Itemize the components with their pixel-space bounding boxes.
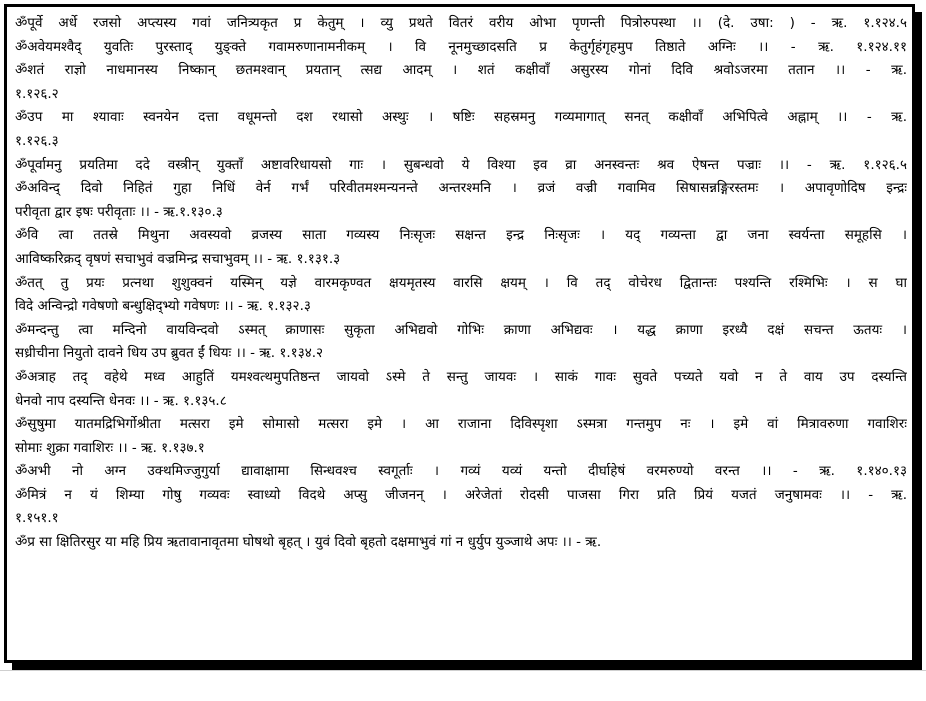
text-line: ॐमन्दन्तु त्वा मन्दिनो वायविन्दवो ऽस्मत् क्राणासः सुकृता अभिद्यवो गोभिः क्राणा अभिद्यवः । यद्ध क्राणा इरध्यै दक्षं सचन्त ऊतयः । xyxy=(15,321,907,338)
document-frame xyxy=(4,4,915,663)
text-line: आविष्करिक्रद् वृषणं सचाभुवं वज्रमिन्द्र सचाभुवम् ।। - ऋ. १.१३१.३ xyxy=(15,250,341,267)
text-line: ॐसुषुमा यातमद्रिभिर्गोश्रीता मत्सरा इमे सोमासो मत्सरा इमे । आ राजाना दिविस्पृशा ऽस्मत्रा गन्तमुप नः । इमे वां मित्रावरुणा गवाशिरः xyxy=(15,416,907,433)
text-line: ॐप्र सा क्षितिरसुर या महि प्रिय ऋतावानावृतमा घोषथो बृहत् । युवं दिवो बृहतो दक्षमाभुवं गां न धुर्युप युञ्जाथे अपः ।। - ऋ. xyxy=(15,534,602,551)
text-line: परीवृता द्वार इषः परीवृताः ।। - ऋ.१.१३०.३ xyxy=(15,203,223,220)
text-line: ॐपूर्वे अर्धे रजसो अप्त्यस्य गवां जनित्र्यकृत प्र केतुम् । व्यु प्रथते वितरं वरीय ओभा पृणन्ती पित्रोरुपस्था ।। (दे. उषा: ) - ऋ. १.१२४.५ xyxy=(15,15,907,31)
text-line: ॐअभी नो अग्न उक्थमिज्जुगुर्या द्यावाक्षामा सिन्धवश्च स्वगूर्ताः । गव्यं यव्यं यन्तो दीर्घाहेषं वरमरुण्यो वरन्त ।। - ऋ. १.१४०.१३ xyxy=(15,463,907,480)
text-line: सोमाः शुक्रा गवाशिरः ।। - ऋ. १.१३७.१ xyxy=(15,439,205,456)
text-line: सध्रीचीना नियुतो दावने धिय उप ब्रुवत ईं धियः ।। - ऋ. १.१३४.२ xyxy=(15,345,324,362)
text-line: ॐपूर्वामनु प्रयतिमा ददे वस्त्रीन् युक्ताँ अष्टावरिधायसो गाः । सुबन्धवो ये विश्या इव व्रा अनस्वन्तः श्रव ऐषन्त पज्राः ।। - ऋ. १.१२६.५ xyxy=(15,156,907,173)
text-line: ॐमित्रं न यं शिम्या गोषु गव्यवः स्वाध्यो विदथे अप्सु जीजनन् । अरेजेतां रोदसी पाजसा गिरा प्रति प्रियं यजतं जनुषामवः ।। - ऋ. xyxy=(15,486,907,503)
text-line: ॐतत् तु प्रयः प्रत्नथा शुशुक्वनं यस्मिन् यज्ञे वारमकृण्वत क्षयमृतस्य वारसि क्षयम् । वि तद् वोचेरध द्वितान्तः पश्यन्ति रश्मिभिः । स घा xyxy=(15,274,907,291)
text-line: धेनवो नाप दस्यन्ति धेनवः ।। - ऋ. १.१३५.८ xyxy=(15,392,227,409)
verse-text-block xyxy=(15,12,907,555)
bottom-divider xyxy=(0,670,926,671)
text-line: १.१२६.३ xyxy=(15,132,59,149)
text-line: ॐअविन्द् दिवो निहितं गुहा निधिं वेर्न गर्भं परिवीतमश्मन्यनन्ते अन्तरश्मनि । व्रजं वज्री गवामिव सिषासन्नङ्गिरस्तमः । अपावृणोदिष इन्द्रः xyxy=(15,180,907,197)
text-line: विदे अन्विन्द्रो गवेषणो बन्धुक्षिद्भ्यो गवेषणः ।। - ऋ. १.१३२.३ xyxy=(15,298,311,315)
text-line: ॐशतं राज्ञो नाधमानस्य निष्कान् छतमश्वान् प्रयतान् त्सद्य आदम् । शतं कक्षीवाँ असुरस्य गोनां दिवि श्रवोऽजरमा ततान ।। - ऋ. xyxy=(15,62,907,79)
text-line: १.१५१.१ xyxy=(15,510,59,527)
text-line: ॐअत्राह तद् वहेथे मध्व आहुतिं यमश्वत्थमुपतिष्ठन्त जायवो ऽस्मे ते सन्तु जायवः । साकं गावः सुवते पच्यते यवो न ते वाय उप दस्यन्ति xyxy=(15,368,907,385)
text-line: ॐअवेयमश्वैद् युवतिः पुरस्ताद् युङ्क्ते गवामरुणानामनीकम् । वि नूनमुच्छादसति प्र केतुर्गृहंगृहमुप तिष्ठाते अग्निः ।। - ऋ. १.१२४.११ xyxy=(15,38,907,55)
text-line: ॐवि त्वा ततस्रे मिथुना अवस्यवो व्रजस्य साता गव्यस्य निःसृजः सक्षन्त इन्द्र निःसृजः । यद् गव्यन्ता द्वा जना स्वर्यन्ता समूहसि । xyxy=(15,227,907,244)
text-line: ॐउप मा श्यावाः स्वनयेन दत्ता वधूमन्तो दश रथासो अस्थुः । षष्टिः सहस्रमनु गव्यमागात् सनत् कक्षीवाँ अभिपित्वे अह्नाम् ।। - ऋ. xyxy=(15,109,907,126)
text-line: १.१२६.२ xyxy=(15,85,59,102)
